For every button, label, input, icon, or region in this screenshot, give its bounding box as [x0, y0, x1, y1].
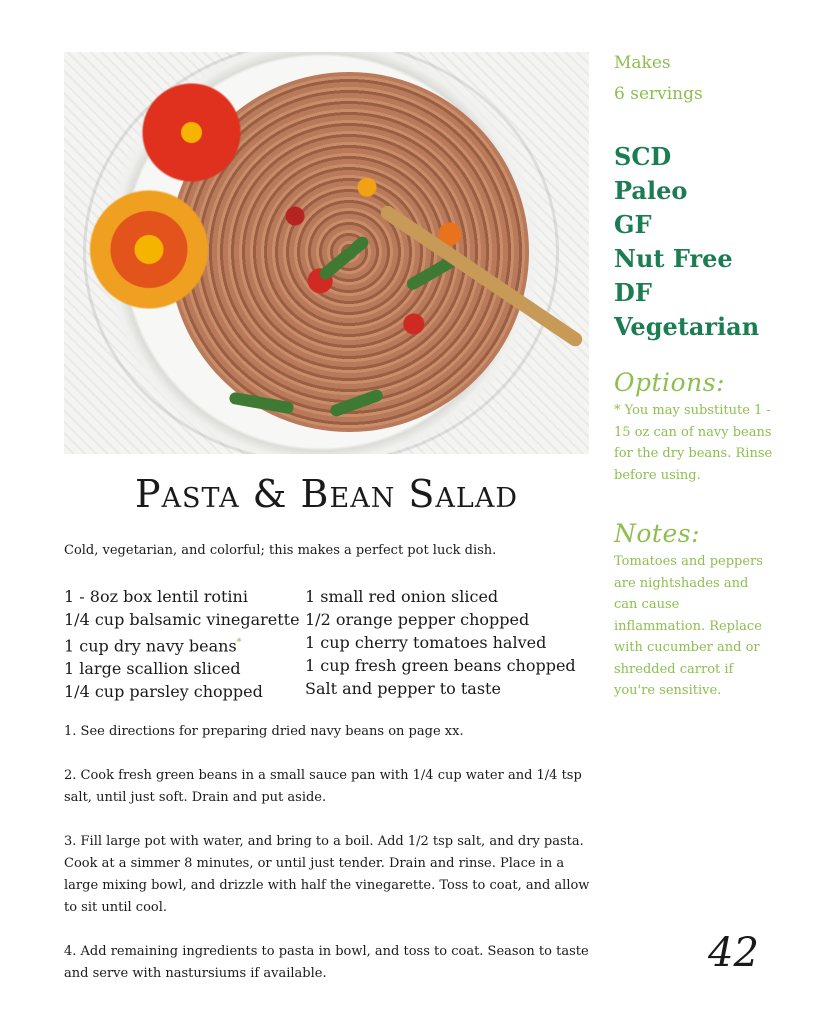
ingredient-item: 1 cup cherry tomatoes halved [305, 633, 547, 652]
diet-tag: DF [614, 278, 652, 307]
makes-label: Makes [614, 53, 671, 73]
ingredient-item: 1 - 8oz box lentil rotini [64, 587, 248, 606]
ingredient-item: Salt and pepper to taste [305, 679, 501, 698]
ingredient-item: 1/2 orange pepper chopped [305, 610, 530, 629]
nasturtium-flower [139, 80, 244, 185]
diet-tag: GF [614, 210, 652, 239]
servings-info [614, 48, 703, 110]
options-heading: Options: [614, 368, 725, 397]
ingredient-item: 1 large scallion sliced [64, 659, 241, 679]
directions [64, 721, 590, 1007]
nasturtium-flower [84, 187, 214, 312]
direction-step: 4. Add remaining ingredients to pasta in bowl, and toss to coat. Season to taste and serve with nastursiums if available. [64, 944, 589, 981]
recipe-title: Pasta & Bean Salad [134, 472, 519, 516]
options-text: * You may substitute 1 - 15 oz can of navy beans for the dry beans. Rinse before using. [614, 403, 773, 483]
diet-tag: Nut Free [614, 244, 733, 273]
servings-label: 6 servings [614, 84, 703, 104]
diet-tag: Vegetarian [614, 312, 760, 341]
ingredient-item: 1 cup dry navy beans [64, 636, 237, 656]
notes-text: Tomatoes and peppers are nightshades and can cause inflammation. Replace with cucumber and or shredded carrot if you're sensitive. [614, 554, 763, 698]
diet-tag: SCD [614, 142, 672, 171]
notes-heading: Notes: [614, 519, 701, 548]
diet-tag: Paleo [614, 176, 688, 205]
recipe-intro: Cold, vegetarian, and colorful; this makes a perfect pot luck dish. [64, 543, 497, 558]
ingredient-item: 1 cup fresh green beans chopped [305, 656, 576, 675]
direction-step: 2. Cook fresh green beans in a small sauce pan with 1/4 cup water and 1/4 tsp salt, until just soft. Drain and put aside. [64, 768, 582, 805]
ingredient-item: 1/4 cup parsley chopped [64, 682, 263, 702]
ingredient-item: 1/4 cup balsamic vinegarette [64, 610, 300, 629]
ingredient-column-right [305, 585, 576, 700]
direction-step: 3. Fill large pot with water, and bring to a boil. Add 1/2 tsp salt, and dry pasta. Cook at a simmer 8 minutes, or until just tender. Drain and rinse. Place in a large mixing bowl, and drizzle with half the vinegarette. Toss to coat, and allow to sit until cool. [64, 834, 590, 915]
ingredient-column-left [64, 585, 300, 703]
direction-step: 1. See directions for preparing dried navy beans on page xx. [64, 724, 464, 739]
page-number: 42 [708, 930, 759, 976]
ingredient-item: 1 small red onion sliced [305, 587, 499, 606]
footnote-asterisk: * [236, 637, 242, 648]
diet-tags [614, 140, 759, 344]
ingredient-item-with-note [64, 631, 300, 657]
salad-photo [64, 52, 589, 454]
